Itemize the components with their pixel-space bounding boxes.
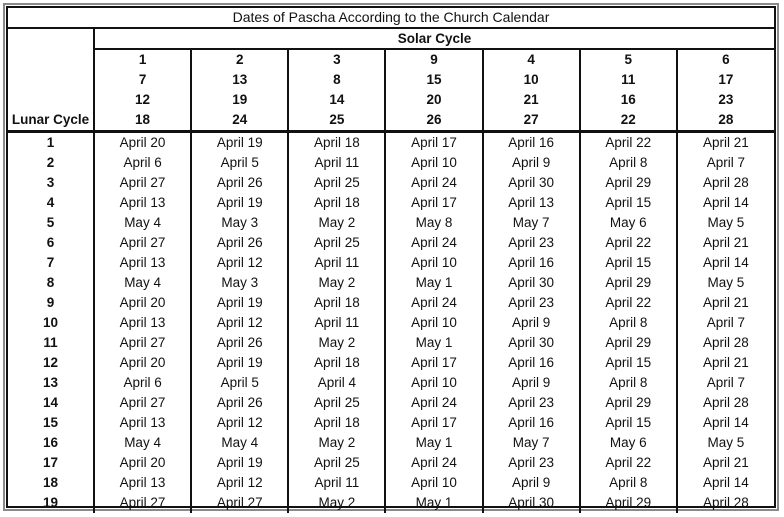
table-row: [8, 373, 774, 393]
pascha-date-cell: April 9: [483, 373, 580, 393]
pascha-date-cell: April 19: [191, 453, 288, 473]
table-row: [8, 132, 774, 154]
pascha-date-cell: April 15: [580, 193, 677, 213]
table-row: [8, 313, 774, 333]
solar-cycle-number: 23: [718, 92, 734, 107]
pascha-date-cell: April 19: [191, 193, 288, 213]
pascha-date-cell: April 28: [677, 493, 774, 513]
lunar-cycle-number: 19: [42, 495, 59, 510]
pascha-date-cell: April 10: [385, 473, 482, 493]
pascha-date-cell: April 7: [677, 153, 774, 173]
pascha-date-cell: April 22: [580, 293, 677, 313]
lunar-cycle-number: 5: [46, 215, 55, 230]
pascha-date-cell: May 8: [385, 213, 482, 233]
pascha-date-cell: May 2: [288, 333, 385, 353]
solar-cycle-column-header: [385, 49, 482, 132]
pascha-date-cell: April 30: [483, 173, 580, 193]
pascha-date-cell: April 18: [288, 132, 385, 154]
solar-cycle-number: 2: [235, 52, 244, 67]
pascha-date-cell: April 21: [677, 233, 774, 253]
pascha-date-cell: April 29: [580, 393, 677, 413]
pascha-date-cell: April 20: [94, 293, 191, 313]
solar-cycle-number: 19: [232, 92, 248, 107]
pascha-date-cell: April 10: [385, 313, 482, 333]
pascha-date-cell: May 1: [385, 493, 482, 513]
pascha-date-cell: April 14: [677, 193, 774, 213]
pascha-date-cell: April 29: [580, 173, 677, 193]
pascha-date-cell: April 13: [94, 253, 191, 273]
pascha-date-cell: April 21: [677, 132, 774, 154]
pascha-date-cell: April 6: [94, 373, 191, 393]
pascha-date-cell: April 12: [191, 473, 288, 493]
pascha-date-cell: May 1: [385, 333, 482, 353]
pascha-date-cell: April 17: [385, 132, 482, 154]
lunar-cycle-number: 7: [46, 255, 55, 270]
pascha-date-cell: April 22: [580, 132, 677, 154]
pascha-date-cell: April 11: [288, 153, 385, 173]
pascha-date-cell: April 18: [288, 193, 385, 213]
pascha-date-cell: May 1: [385, 273, 482, 293]
lunar-cycle-number: 12: [42, 355, 59, 370]
pascha-date-cell: April 13: [94, 313, 191, 333]
pascha-date-cell: April 14: [677, 473, 774, 493]
pascha-date-cell: April 23: [483, 393, 580, 413]
pascha-date-cell: April 7: [677, 373, 774, 393]
pascha-date-cell: April 24: [385, 233, 482, 253]
pascha-date-cell: May 4: [94, 213, 191, 233]
pascha-date-cell: May 1: [385, 433, 482, 453]
pascha-date-cell: April 13: [94, 473, 191, 493]
pascha-date-cell: April 27: [94, 493, 191, 513]
solar-cycle-header: Solar Cycle: [94, 28, 774, 49]
pascha-date-cell: April 22: [580, 233, 677, 253]
solar-cycle-number: 3: [333, 52, 341, 67]
solar-cycle-number: 24: [232, 112, 248, 127]
pascha-date-cell: May 4: [94, 273, 191, 293]
pascha-date-cell: April 24: [385, 293, 482, 313]
pascha-date-cell: April 11: [288, 473, 385, 493]
pascha-date-cell: April 12: [191, 313, 288, 333]
solar-cycle-number: 18: [135, 112, 151, 127]
table-row: [8, 393, 774, 413]
solar-cycle-column-header: [677, 49, 774, 132]
pascha-date-cell: May 5: [677, 273, 774, 293]
pascha-date-cell: April 8: [580, 313, 677, 333]
solar-cycle-number: 7: [138, 72, 147, 87]
solar-cycle-column-header: [94, 49, 191, 132]
pascha-date-cell: May 4: [94, 433, 191, 453]
pascha-date-cell: April 9: [483, 473, 580, 493]
pascha-date-cell: May 5: [677, 213, 774, 233]
pascha-date-cell: May 7: [483, 433, 580, 453]
pascha-date-cell: April 21: [677, 353, 774, 373]
pascha-date-cell: April 24: [385, 393, 482, 413]
solar-cycle-number: 22: [620, 112, 636, 127]
solar-cycle-number: 6: [722, 52, 730, 67]
pascha-date-cell: April 26: [191, 333, 288, 353]
pascha-date-cell: April 29: [580, 333, 677, 353]
table-row: [8, 413, 774, 433]
pascha-date-cell: April 8: [580, 373, 677, 393]
table-row: [8, 273, 774, 293]
pascha-date-cell: April 13: [483, 193, 580, 213]
lunar-cycle-number: 8: [46, 275, 55, 290]
pascha-date-cell: April 25: [288, 173, 385, 193]
pascha-date-cell: May 3: [191, 213, 288, 233]
pascha-date-cell: April 16: [483, 132, 580, 154]
solar-cycle-number: 10: [523, 72, 539, 87]
solar-cycle-number: 5: [624, 52, 633, 67]
pascha-date-cell: April 18: [288, 353, 385, 373]
table-row: [8, 473, 774, 493]
pascha-date-cell: April 10: [385, 153, 482, 173]
pascha-date-cell: April 15: [580, 353, 677, 373]
pascha-date-cell: April 10: [385, 373, 482, 393]
pascha-date-cell: April 25: [288, 393, 385, 413]
pascha-date-cell: April 20: [94, 353, 191, 373]
pascha-date-cell: April 13: [94, 413, 191, 433]
pascha-date-cell: April 27: [94, 333, 191, 353]
pascha-date-cell: April 28: [677, 333, 774, 353]
lunar-cycle-header: Lunar Cycle: [8, 28, 94, 132]
pascha-date-cell: April 5: [191, 153, 288, 173]
solar-cycle-number: 9: [430, 52, 438, 67]
lunar-cycle-number: 16: [42, 435, 59, 450]
table-row: [8, 153, 774, 173]
pascha-date-cell: April 29: [580, 493, 677, 513]
pascha-date-cell: May 6: [580, 213, 677, 233]
table-inner-frame: [6, 6, 776, 508]
lunar-cycle-number: 3: [46, 175, 55, 190]
solar-cycle-column-header: [483, 49, 580, 132]
pascha-date-cell: April 27: [191, 493, 288, 513]
solar-cycle-number: 27: [523, 112, 539, 127]
solar-cycle-number: 4: [527, 52, 535, 67]
pascha-date-cell: April 8: [580, 473, 677, 493]
pascha-date-cell: April 10: [385, 253, 482, 273]
table-row: [8, 453, 774, 473]
pascha-date-cell: May 2: [288, 213, 385, 233]
lunar-cycle-number: 10: [42, 315, 59, 330]
solar-cycle-number: 16: [620, 92, 636, 107]
pascha-date-cell: April 24: [385, 173, 482, 193]
pascha-date-cell: May 5: [677, 433, 774, 453]
solar-cycle-number: 20: [426, 92, 442, 107]
pascha-date-cell: April 29: [580, 273, 677, 293]
pascha-dates-table: [8, 8, 774, 513]
pascha-date-cell: April 17: [385, 193, 482, 213]
pascha-date-cell: April 15: [580, 253, 677, 273]
pascha-date-cell: April 30: [483, 333, 580, 353]
table-row: [8, 433, 774, 453]
solar-cycle-number: 17: [718, 72, 734, 87]
pascha-date-cell: April 20: [94, 453, 191, 473]
pascha-date-cell: April 27: [94, 393, 191, 413]
pascha-date-cell: May 3: [191, 273, 288, 293]
pascha-date-cell: April 27: [94, 173, 191, 193]
lunar-cycle-number: 15: [42, 415, 59, 430]
pascha-date-cell: April 18: [288, 413, 385, 433]
lunar-cycle-number: 6: [46, 235, 55, 250]
table-row: [8, 213, 774, 233]
pascha-date-cell: April 28: [677, 173, 774, 193]
pascha-date-cell: April 20: [94, 132, 191, 154]
pascha-date-cell: April 11: [288, 253, 385, 273]
solar-cycle-number: 8: [333, 72, 341, 87]
table-row: [8, 173, 774, 193]
table-row: [8, 253, 774, 273]
pascha-date-cell: April 14: [677, 253, 774, 273]
pascha-date-cell: April 15: [580, 413, 677, 433]
pascha-date-cell: April 9: [483, 313, 580, 333]
table-outer-frame: [3, 3, 779, 511]
pascha-date-cell: April 19: [191, 353, 288, 373]
solar-cycle-title-row: [8, 28, 774, 49]
pascha-date-cell: May 2: [288, 273, 385, 293]
pascha-date-cell: April 18: [288, 293, 385, 313]
solar-cycle-number: 11: [621, 72, 636, 87]
pascha-date-cell: April 11: [288, 313, 385, 333]
table-row: [8, 493, 774, 513]
pascha-date-cell: April 26: [191, 393, 288, 413]
pascha-date-cell: April 22: [580, 453, 677, 473]
table-row: [8, 293, 774, 313]
title-row: [8, 8, 774, 28]
pascha-date-cell: April 14: [677, 413, 774, 433]
pascha-date-cell: May 6: [580, 433, 677, 453]
pascha-date-cell: April 8: [580, 153, 677, 173]
pascha-date-cell: April 30: [483, 273, 580, 293]
pascha-date-cell: April 23: [483, 233, 580, 253]
solar-cycle-numbers-row: [8, 49, 774, 132]
table-row: [8, 333, 774, 353]
pascha-date-cell: April 30: [483, 493, 580, 513]
lunar-cycle-number: 4: [46, 195, 55, 210]
pascha-date-cell: April 17: [385, 353, 482, 373]
pascha-date-cell: April 21: [677, 453, 774, 473]
solar-cycle-number: 25: [329, 112, 345, 127]
pascha-date-cell: April 12: [191, 413, 288, 433]
solar-cycle-number: 15: [426, 72, 442, 87]
pascha-date-cell: April 19: [191, 132, 288, 154]
pascha-date-cell: April 24: [385, 453, 482, 473]
lunar-cycle-number: 17: [42, 455, 59, 470]
pascha-date-cell: April 13: [94, 193, 191, 213]
solar-cycle-number: 13: [232, 72, 248, 87]
pascha-date-cell: April 19: [191, 293, 288, 313]
lunar-cycle-number: 18: [42, 475, 59, 490]
pascha-date-cell: April 16: [483, 413, 580, 433]
pascha-date-cell: April 9: [483, 153, 580, 173]
pascha-date-cell: April 27: [94, 233, 191, 253]
solar-cycle-column-header: [580, 49, 677, 132]
table-body: [8, 132, 774, 514]
pascha-date-cell: April 6: [94, 153, 191, 173]
pascha-date-cell: April 23: [483, 453, 580, 473]
solar-cycle-number: 1: [138, 52, 147, 67]
pascha-date-cell: May 2: [288, 493, 385, 513]
solar-cycle-column-header: [191, 49, 288, 132]
solar-cycle-column-header: [288, 49, 385, 132]
lunar-cycle-number: 11: [43, 335, 58, 350]
pascha-date-cell: April 26: [191, 173, 288, 193]
pascha-date-cell: April 23: [483, 293, 580, 313]
table-row: [8, 233, 774, 253]
pascha-date-cell: April 7: [677, 313, 774, 333]
table-title: Dates of Pascha According to the Church Calendar: [8, 8, 774, 28]
solar-cycle-number: 21: [523, 92, 539, 107]
pascha-date-cell: April 4: [288, 373, 385, 393]
pascha-date-cell: May 2: [288, 433, 385, 453]
lunar-cycle-number: 2: [46, 155, 55, 170]
lunar-cycle-number: 14: [42, 395, 59, 410]
pascha-date-cell: May 4: [191, 433, 288, 453]
pascha-date-cell: April 17: [385, 413, 482, 433]
pascha-date-cell: April 26: [191, 233, 288, 253]
lunar-cycle-number: 9: [46, 295, 55, 310]
pascha-date-cell: May 7: [483, 213, 580, 233]
solar-cycle-number: 26: [426, 112, 442, 127]
pascha-date-cell: April 16: [483, 353, 580, 373]
pascha-date-cell: April 16: [483, 253, 580, 273]
pascha-date-cell: April 25: [288, 453, 385, 473]
pascha-date-cell: April 25: [288, 233, 385, 253]
solar-cycle-number: 14: [329, 92, 345, 107]
pascha-date-cell: April 12: [191, 253, 288, 273]
table-row: [8, 193, 774, 213]
pascha-date-cell: April 28: [677, 393, 774, 413]
solar-cycle-number: 12: [135, 92, 151, 107]
solar-cycle-number: 28: [718, 112, 734, 127]
lunar-cycle-number: 13: [42, 375, 59, 390]
pascha-date-cell: April 5: [191, 373, 288, 393]
pascha-date-cell: April 21: [677, 293, 774, 313]
table-row: [8, 353, 774, 373]
lunar-cycle-number: 1: [46, 135, 55, 150]
